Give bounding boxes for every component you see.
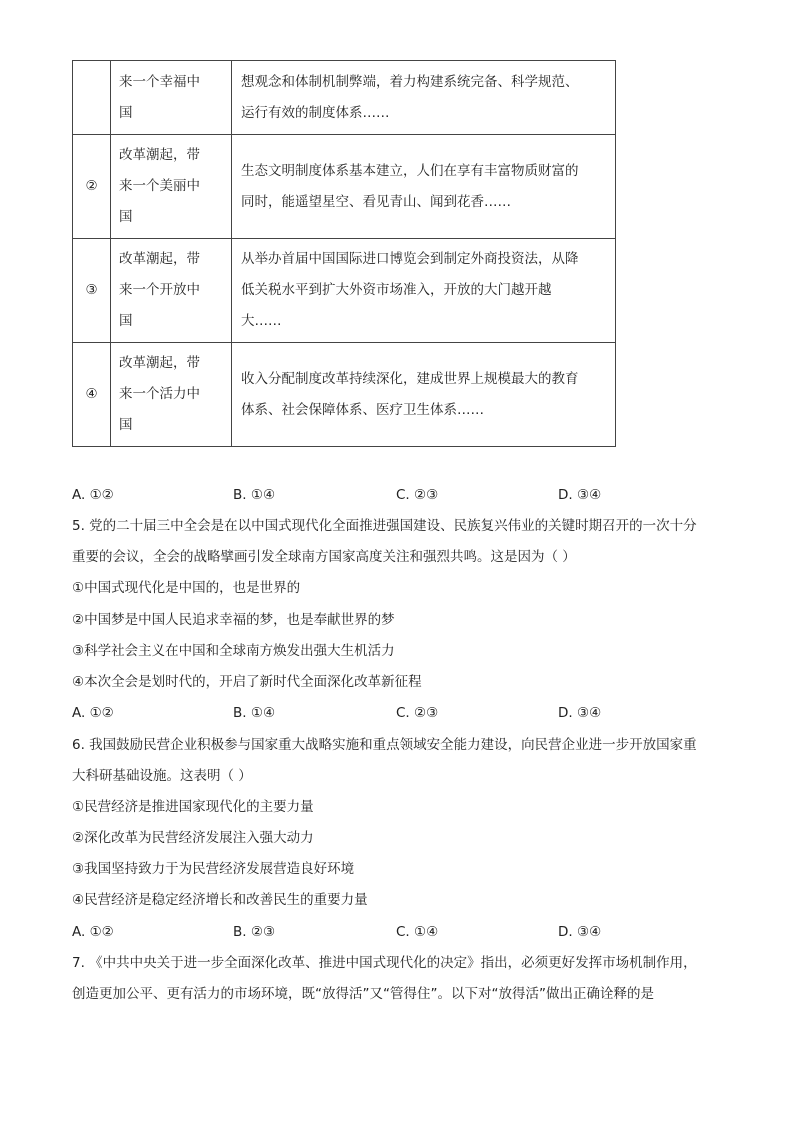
q5-stem-line1: 5. 党的二十届三中全会是在以中国式现代化全面推进强国建设、民族复兴伟业的关键时期召开的一次十分 bbox=[72, 518, 697, 534]
row-number: ④ bbox=[73, 343, 111, 447]
q4-option-d[interactable]: D. ③④ bbox=[558, 487, 602, 503]
q6-item-3: ③我国坚持致力于为民营经济发展营造良好环境 bbox=[72, 861, 355, 877]
row-number: ② bbox=[73, 135, 111, 239]
q5-item-2: ②中国梦是中国人民追求幸福的梦，也是奉献世界的梦 bbox=[72, 612, 395, 628]
q7-stem-line1: 7. 《中共中央关于进一步全面深化改革、推进中国式现代化的决定》指出，必须更好发挥市场机制作用， bbox=[72, 955, 697, 971]
q5-stem-line2: 重要的会议，全会的战略擘画引发全球南方国家高度关注和强烈共鸣。这是因为（ ） bbox=[72, 549, 576, 565]
table-row bbox=[73, 239, 616, 343]
table-row bbox=[73, 343, 616, 447]
q6-option-b[interactable]: B. ②③ bbox=[233, 924, 276, 940]
table-row bbox=[73, 135, 616, 239]
q6-option-a[interactable]: A. ①② bbox=[72, 924, 114, 940]
q7-stem-line2: 创造更加公平、更有活力的市场环境，既“放得活”又“管得住”。以下对“放得活”做出正确诠释的是 bbox=[72, 986, 654, 1002]
q6-stem-line1: 6. 我国鼓励民营企业积极参与国家重大战略实施和重点领域安全能力建设，向民营企业进一步开放国家重 bbox=[72, 737, 697, 753]
row-description: 想观念和体制机制弊端，着力构建系统完备、科学规范、 运行有效的制度体系…… bbox=[232, 61, 616, 135]
row-title: 来一个幸福中 国 bbox=[111, 61, 232, 135]
row-title: 改革潮起，带 来一个活力中 国 bbox=[111, 343, 232, 447]
q6-item-2: ②深化改革为民营经济发展注入强大动力 bbox=[72, 830, 314, 846]
reform-table bbox=[72, 60, 616, 447]
q6-option-d[interactable]: D. ③④ bbox=[558, 924, 602, 940]
row-title: 改革潮起，带 来一个美丽中 国 bbox=[111, 135, 232, 239]
q5-option-d[interactable]: D. ③④ bbox=[558, 705, 602, 721]
q5-item-4: ④本次全会是划时代的，开启了新时代全面深化改革新征程 bbox=[72, 674, 422, 690]
q5-option-a[interactable]: A. ①② bbox=[72, 705, 114, 721]
q4-option-a[interactable]: A. ①② bbox=[72, 487, 114, 503]
q5-item-1: ①中国式现代化是中国的，也是世界的 bbox=[72, 580, 301, 596]
row-description: 收入分配制度改革持续深化，建成世界上规模最大的教育 体系、社会保障体系、医疗卫生体系…… bbox=[232, 343, 616, 447]
row-number bbox=[73, 61, 111, 135]
q4-option-c[interactable]: C. ②③ bbox=[396, 487, 439, 503]
q6-stem-line2: 大科研基础设施。这表明（ ） bbox=[72, 768, 252, 784]
row-description: 从举办首届中国国际进口博览会到制定外商投资法，从降 低关税水平到扩大外资市场准入，开放的大门越开越 大…… bbox=[232, 239, 616, 343]
q5-option-b[interactable]: B. ①④ bbox=[233, 705, 276, 721]
q4-option-b[interactable]: B. ①④ bbox=[233, 487, 276, 503]
q6-item-1: ①民营经济是推进国家现代化的主要力量 bbox=[72, 799, 314, 815]
table-row bbox=[73, 61, 616, 135]
row-title: 改革潮起，带 来一个开放中 国 bbox=[111, 239, 232, 343]
row-number: ③ bbox=[73, 239, 111, 343]
row-description: 生态文明制度体系基本建立，人们在享有丰富物质财富的 同时，能遥望星空、看见青山、闻到花香…… bbox=[232, 135, 616, 239]
q5-option-c[interactable]: C. ②③ bbox=[396, 705, 439, 721]
q5-item-3: ③科学社会主义在中国和全球南方焕发出强大生机活力 bbox=[72, 643, 395, 659]
q6-item-4: ④民营经济是稳定经济增长和改善民生的重要力量 bbox=[72, 892, 368, 908]
q6-option-c[interactable]: C. ①④ bbox=[396, 924, 439, 940]
